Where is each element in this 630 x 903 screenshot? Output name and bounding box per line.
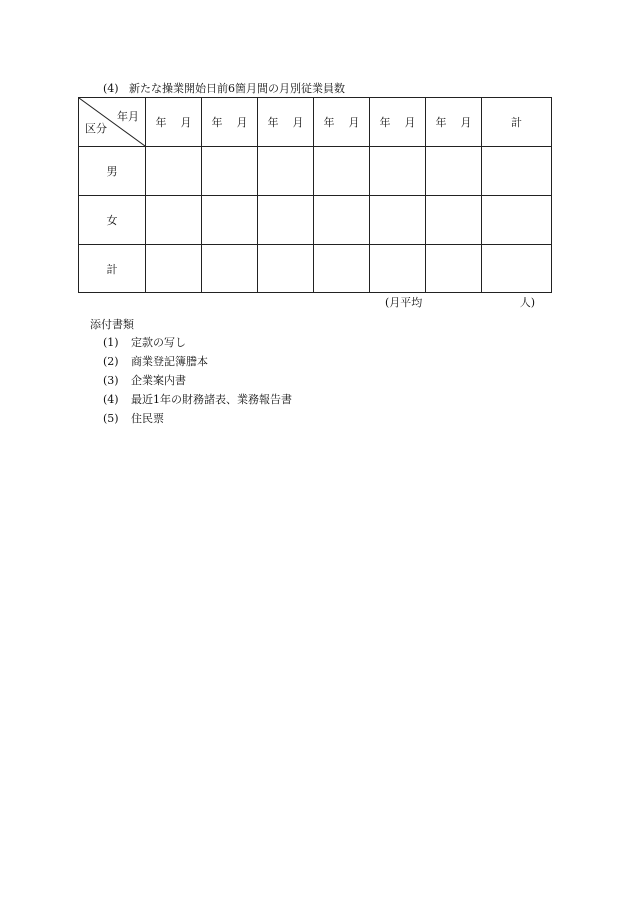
average-close-label: 人)	[519, 296, 535, 309]
list-item	[103, 391, 292, 410]
data-cell[interactable]	[258, 245, 314, 293]
item-number: (5)	[103, 412, 119, 425]
row-label-total: 計	[79, 245, 146, 293]
data-cell[interactable]	[426, 245, 482, 293]
item-text: 定款の写し	[131, 336, 186, 349]
month-header-4	[314, 98, 370, 147]
item-text: 最近1年の財務諸表、業務報告書	[131, 393, 292, 406]
month-header-1	[146, 98, 202, 147]
corner-label-year-month: 年月	[117, 110, 139, 123]
month-label: 月	[292, 116, 304, 129]
section-number: (4)	[103, 82, 119, 95]
month-header-5	[370, 98, 426, 147]
month-label: 月	[348, 116, 360, 129]
table-row-male	[79, 147, 552, 196]
data-cell[interactable]	[426, 147, 482, 196]
data-cell[interactable]	[314, 245, 370, 293]
total-cell[interactable]	[482, 147, 552, 196]
month-header-2	[202, 98, 258, 147]
month-label: 月	[180, 116, 192, 129]
data-cell[interactable]	[370, 196, 426, 245]
item-text: 住民票	[131, 412, 164, 425]
item-number: (3)	[103, 374, 119, 387]
table-row-female	[79, 196, 552, 245]
year-label: 年	[155, 116, 167, 129]
data-cell[interactable]	[258, 147, 314, 196]
table-row-total	[79, 245, 552, 293]
list-item	[103, 410, 292, 429]
item-number: (4)	[103, 393, 119, 406]
year-label: 年	[323, 116, 335, 129]
section-title: 新たな操業開始日前6箇月間の月別従業員数	[129, 82, 345, 95]
row-label-female: 女	[79, 196, 146, 245]
data-cell[interactable]	[426, 196, 482, 245]
year-label: 年	[267, 116, 279, 129]
header-row	[79, 98, 552, 147]
item-number: (1)	[103, 336, 119, 349]
data-cell[interactable]	[314, 196, 370, 245]
data-cell[interactable]	[202, 245, 258, 293]
item-text: 商業登記簿謄本	[131, 355, 208, 368]
data-cell[interactable]	[146, 196, 202, 245]
list-item	[103, 372, 292, 391]
item-text: 企業案内書	[131, 374, 186, 387]
data-cell[interactable]	[370, 147, 426, 196]
attachments-title: 添付書類	[90, 318, 134, 331]
year-label: 年	[211, 116, 223, 129]
list-item	[103, 353, 292, 372]
month-label: 月	[236, 116, 248, 129]
average-open-label: (月平均	[385, 296, 423, 309]
data-cell[interactable]	[314, 147, 370, 196]
corner-label-category: 区分	[85, 122, 107, 135]
data-cell[interactable]	[202, 147, 258, 196]
year-label: 年	[435, 116, 447, 129]
total-header: 計	[482, 98, 552, 147]
data-cell[interactable]	[258, 196, 314, 245]
item-number: (2)	[103, 355, 119, 368]
row-label-male: 男	[79, 147, 146, 196]
month-label: 月	[404, 116, 416, 129]
data-cell[interactable]	[146, 147, 202, 196]
month-header-6	[426, 98, 482, 147]
attachments-list	[103, 334, 292, 429]
list-item	[103, 334, 292, 353]
corner-cell	[79, 98, 146, 147]
year-label: 年	[379, 116, 391, 129]
month-header-3	[258, 98, 314, 147]
data-cell[interactable]	[146, 245, 202, 293]
total-cell[interactable]	[482, 196, 552, 245]
data-cell[interactable]	[202, 196, 258, 245]
data-cell[interactable]	[370, 245, 426, 293]
total-cell[interactable]	[482, 245, 552, 293]
monthly-employees-table	[78, 97, 552, 293]
monthly-average-line	[385, 294, 535, 310]
month-label: 月	[460, 116, 472, 129]
section-heading	[103, 80, 345, 96]
